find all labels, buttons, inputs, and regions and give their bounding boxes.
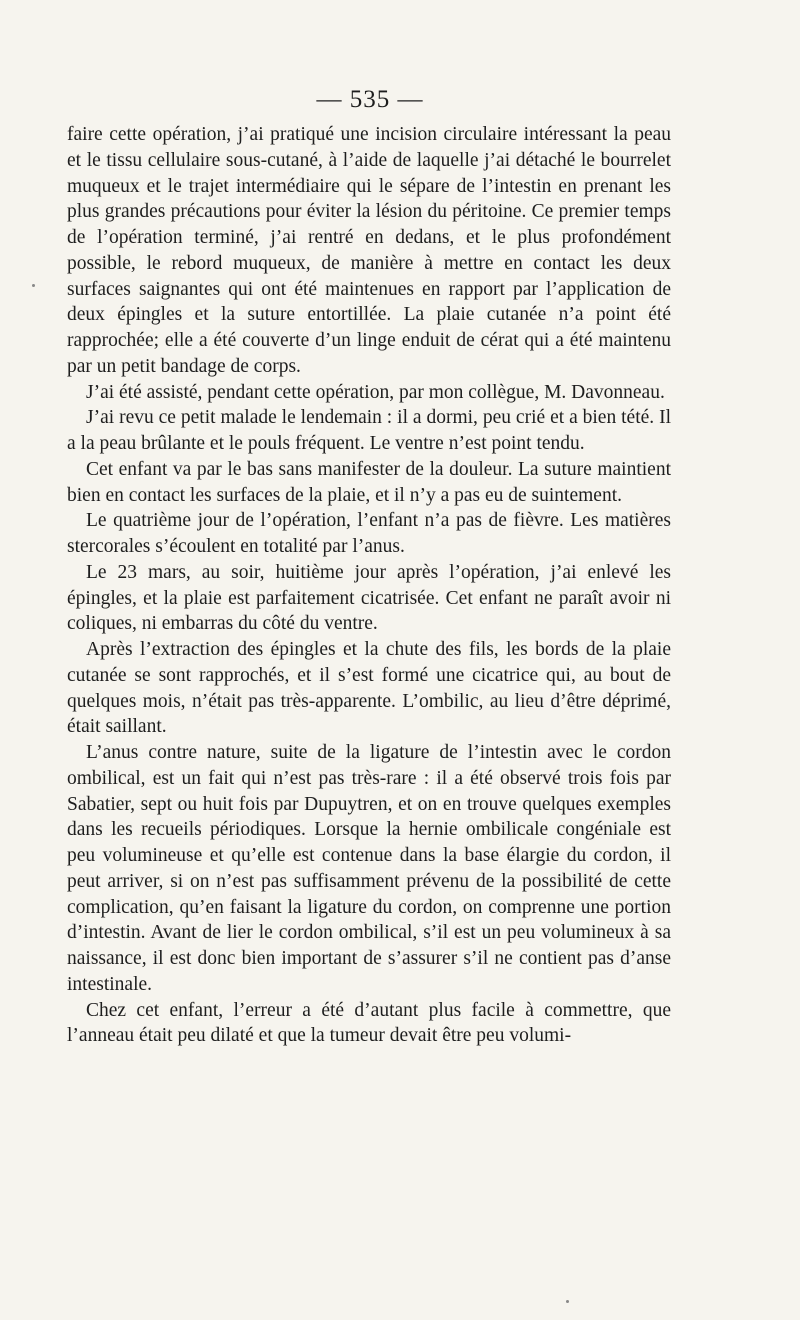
- paragraph-2: J’ai été assisté, pendant cette opération, par mon collègue, M. Davonneau.: [86, 381, 665, 403]
- paragraph-6: Le 23 mars, au soir, huitième jour après l’opération, j’ai enlevé les épingles, et la plaie est parfaitement cicatrisée. Cet enfant ne paraît avoir ni coliques, ni embarras du côté du ventre.: [67, 561, 671, 635]
- body-text: [67, 122, 671, 1049]
- page-number: — 535 —: [316, 86, 424, 113]
- paragraph-8: L’anus contre nature, suite de la ligature de l’intestin avec le cordon ombilical, est un fait qui n’est pas très-rare : il a été observé trois fois par Sabatier, sept ou huit fois par Dupuytren, et on en trouve quelques exemples dans les recueils périodiques. Lorsque la hernie ombilicale congéniale est peu volumineuse et qu’elle est contenue dans la base élargie du cordon, il peut arriver, si on n’est pas suffisamment prévenu de la possibilité de cette complication, qu’en faisant la ligature du cordon, on comprenne une portion d’intestin. Avant de lier le cordon ombilical, s’il est un peu volumineux à sa naissance, il est donc bien important de s’assurer s’il ne contient pas d’anse intestinale.: [67, 742, 671, 995]
- paragraph-5: Le quatrième jour de l’opération, l’enfant n’a pas de fièvre. Les matières stercorales s’écoulent en totalité par l’anus.: [67, 510, 671, 557]
- paragraph-4: Cet enfant va par le bas sans manifester de la douleur. La suture maintient bien en contact les surfaces de la plaie, et il n’y a pas eu de suintement.: [67, 458, 671, 506]
- paragraph-1: faire cette opération, j’ai pratiqué une incision circulaire intéressant la peau et le tissu cellulaire sous-cutané, à l’aide de laquelle j’ai détaché le bourrelet muqueux et le trajet intermédiaire qui le sépare de l’intestin en prenant les plus grandes précautions pour éviter la lésion du péritoine. Ce premier temps de l’opération terminé, j’ai rentré en dedans, et le plus profondément possible, le rebord muqueux, de manière à mettre en contact les deux surfaces saignantes qui ont été maintenues en rapport par l’application de deux épingles et la suture entortillée. La plaie cutanée n’a point été rapprochée; elle a été couverte d’un linge enduit de cérat qui a été maintenu par un petit bandage de corps.: [67, 124, 671, 377]
- paragraph-3: J’ai revu ce petit malade le lendemain : il a dormi, peu crié et a bien tété. Il a la peau brûlante et le pouls fréquent. Le ventre n’est point tendu.: [67, 407, 671, 454]
- paragraph-9: Chez cet enfant, l’erreur a été d’autant plus facile à commettre, que l’anneau était peu dilaté et que la tumeur devait être peu volumi-: [67, 999, 671, 1047]
- paper-speck: [566, 1300, 569, 1303]
- paper-speck: [32, 284, 35, 287]
- paragraph-7: Après l’extraction des épingles et la chute des fils, les bords de la plaie cutanée se sont rapprochés, et il s’est formé une cicatrice qui, au bout de quelques mois, n’était pas très-apparente. L’ombilic, au lieu d’être déprimé, était saillant.: [67, 639, 671, 738]
